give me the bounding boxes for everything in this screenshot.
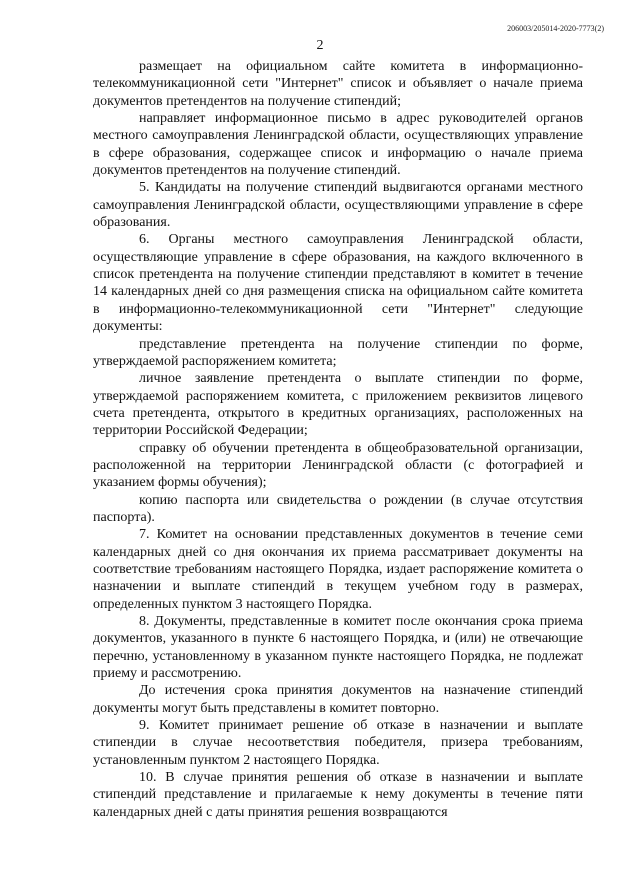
paragraph: справку об обучении претендента в общеобразовательной организации, расположенной на территории Ленинградской области (с фотографией и указанием формы обучения); xyxy=(93,440,583,491)
paragraph: 7. Комитет на основании представленных документов в течение семи календарных дней со дня окончания их приема рассматривает документы на соответствие требованиям настоящего Порядка, издает распоряжение комитета о назначении и выплате стипендий в текущем учебном году в размерах, определенных пунктом 3 настоящего Порядка. xyxy=(93,527,583,612)
paragraph: представление претендента на получение стипендии по форме, утверждаемой распоряжением комитета; xyxy=(93,336,583,369)
paragraph: 9. Комитет принимает решение об отказе в назначении и выплате стипендии в случае несоответствия победителя, призера требованиям, установленным пунктом 2 настоящего Порядка. xyxy=(93,718,583,768)
paragraph: направляет информационное письмо в адрес руководителей органов местного самоуправления Ленинградской области, осуществляющих управление в сфере образования, содержащее список и информацию о начале приема документов претендентов на получение стипендий. xyxy=(93,111,583,179)
paragraph: 8. Документы, представленные в комитет после окончания срока приема документов, указанного в пункте 6 настоящего Порядка, и (или) не отвечающие перечню, установленному в указанном пункте настоящего Порядка, не подлежат приему и рассмотрению. xyxy=(93,614,583,682)
paragraph: 5. Кандидаты на получение стипендий выдвигаются органами местного самоуправления Ленинградской области, осуществляющими управление в сфере образования. xyxy=(93,180,583,231)
document-number: 206003/205014-2020-7773(2) xyxy=(507,24,604,33)
paragraph: копию паспорта или свидетельства о рождении (в случае отсутствия паспорта). xyxy=(93,492,583,525)
paragraph: личное заявление претендента о выплате стипендии по форме, утверждаемой распоряжением комитета, с приложением реквизитов лицевого счета претендента, открытого в кредитных организациях, расположенных на территории Российской Федерации; xyxy=(93,371,583,439)
paragraph: 10. В случае принятия решения об отказе в назначении и выплате стипендий представление и прилагаемые к нему документы в течение пяти календарных дней с даты принятия решения возвращаются xyxy=(93,770,583,820)
document-body xyxy=(93,58,583,821)
paragraph: 6. Органы местного самоуправления Ленинградской области, осуществляющие управление в сфере образования, на каждого включенного в список претендента на получение стипендии представляют в комитет в течение 14 календарных дней со дня размещения списка на официальном сайте комитета в информационно-телекоммуникационной сети "Интернет" следующие документы: xyxy=(93,232,583,335)
paragraph: размещает на официальном сайте комитета в информационно-телекоммуникационной сети "Интернет" список и объявляет о начале приема документов претендентов на получение стипендий; xyxy=(93,59,583,109)
page-number: 2 xyxy=(316,38,324,53)
paragraph: До истечения срока принятия документов на назначение стипендий документы могут быть представлены в комитет повторно. xyxy=(93,683,583,716)
